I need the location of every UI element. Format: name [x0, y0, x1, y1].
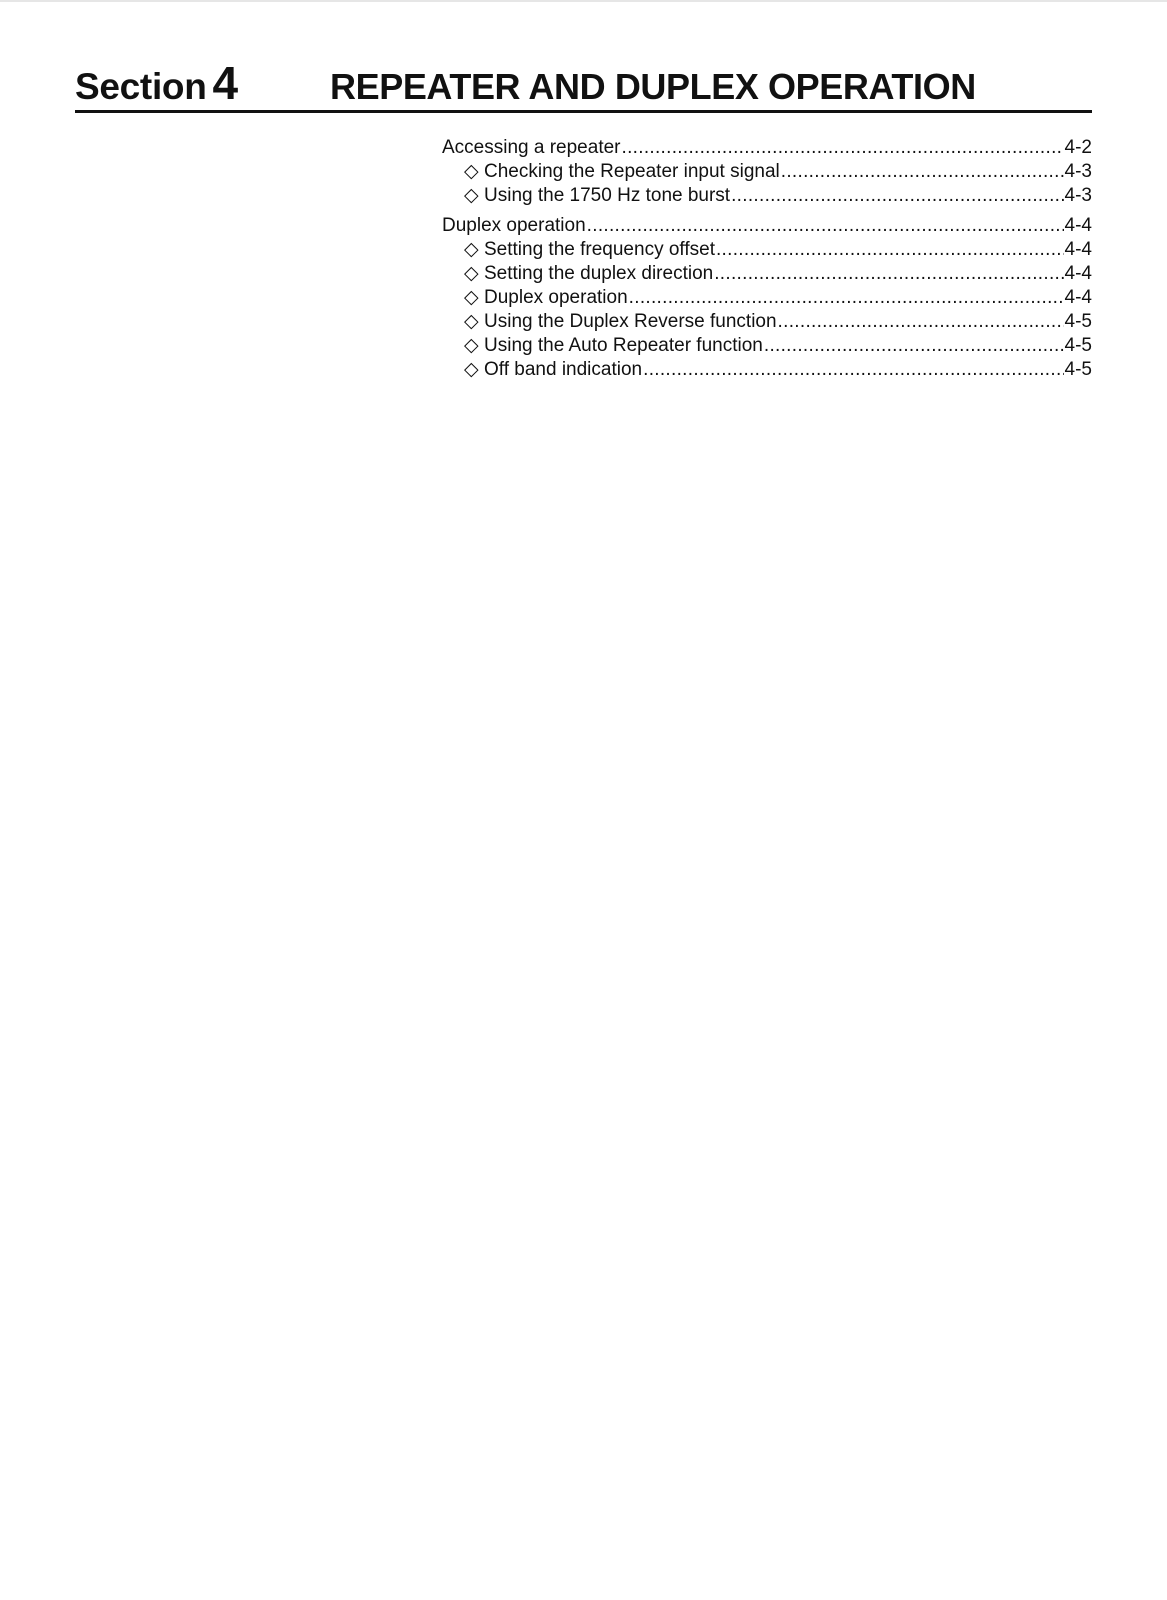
page-top-edge	[0, 0, 1167, 2]
toc-page-number: 4-5	[1064, 335, 1092, 356]
section-number: 4	[212, 57, 238, 109]
toc-item-label: Checking the Repeater input signal	[484, 161, 780, 182]
toc-item-label: Off band indication	[484, 359, 643, 380]
dot-leader	[643, 358, 1063, 382]
toc-item[interactable]	[442, 358, 1092, 382]
diamond-icon: ◇	[464, 161, 479, 182]
toc-page-number: 4-4	[1064, 287, 1092, 308]
dot-leader	[629, 286, 1064, 310]
toc-item-label: Using the Auto Repeater function	[484, 335, 763, 356]
section-header	[75, 52, 1092, 113]
toc-heading-label: Accessing a repeater	[442, 137, 621, 158]
table-of-contents	[442, 136, 1092, 388]
toc-group-duplex-operation	[442, 214, 1092, 382]
toc-item-label: Duplex operation	[484, 287, 628, 308]
toc-page-number: 4-2	[1064, 137, 1092, 158]
diamond-icon: ◇	[464, 239, 479, 260]
toc-item[interactable]	[442, 286, 1092, 310]
page-title: REPEATER AND DUPLEX OPERATION	[330, 66, 976, 107]
toc-item[interactable]	[442, 160, 1092, 184]
diamond-icon: ◇	[464, 185, 479, 206]
diamond-icon: ◇	[464, 359, 479, 380]
toc-item[interactable]	[442, 334, 1092, 358]
diamond-icon: ◇	[464, 335, 479, 356]
dot-leader	[716, 238, 1064, 262]
diamond-icon: ◇	[464, 311, 479, 332]
toc-page-number: 4-4	[1064, 239, 1092, 260]
toc-item[interactable]	[442, 262, 1092, 286]
toc-heading[interactable]	[442, 214, 1092, 238]
toc-item-label: Setting the duplex direction	[484, 263, 714, 284]
toc-heading-label: Duplex operation	[442, 215, 586, 236]
dot-leader	[622, 136, 1064, 160]
toc-page-number: 4-5	[1064, 359, 1092, 380]
toc-page-number: 4-4	[1064, 215, 1092, 236]
toc-page-number: 4-3	[1064, 185, 1092, 206]
toc-item[interactable]	[442, 184, 1092, 208]
dot-leader	[781, 160, 1064, 184]
dot-leader	[778, 310, 1064, 334]
dot-leader	[764, 334, 1064, 358]
toc-heading[interactable]	[442, 136, 1092, 160]
toc-item-label: Using the 1750 Hz tone burst	[484, 185, 731, 206]
toc-group-accessing-repeater	[442, 136, 1092, 208]
section-label	[75, 57, 238, 109]
toc-item-label: Setting the frequency offset	[484, 239, 715, 260]
toc-page-number: 4-4	[1064, 263, 1092, 284]
toc-item[interactable]	[442, 238, 1092, 262]
diamond-icon: ◇	[464, 263, 479, 284]
toc-item[interactable]	[442, 310, 1092, 334]
dot-leader	[731, 184, 1063, 208]
toc-item-label: Using the Duplex Reverse function	[484, 311, 777, 332]
diamond-icon: ◇	[464, 287, 479, 308]
dot-leader	[587, 214, 1064, 238]
section-word: Section	[75, 66, 207, 107]
toc-page-number: 4-5	[1064, 311, 1092, 332]
dot-leader	[714, 262, 1063, 286]
toc-page-number: 4-3	[1064, 161, 1092, 182]
